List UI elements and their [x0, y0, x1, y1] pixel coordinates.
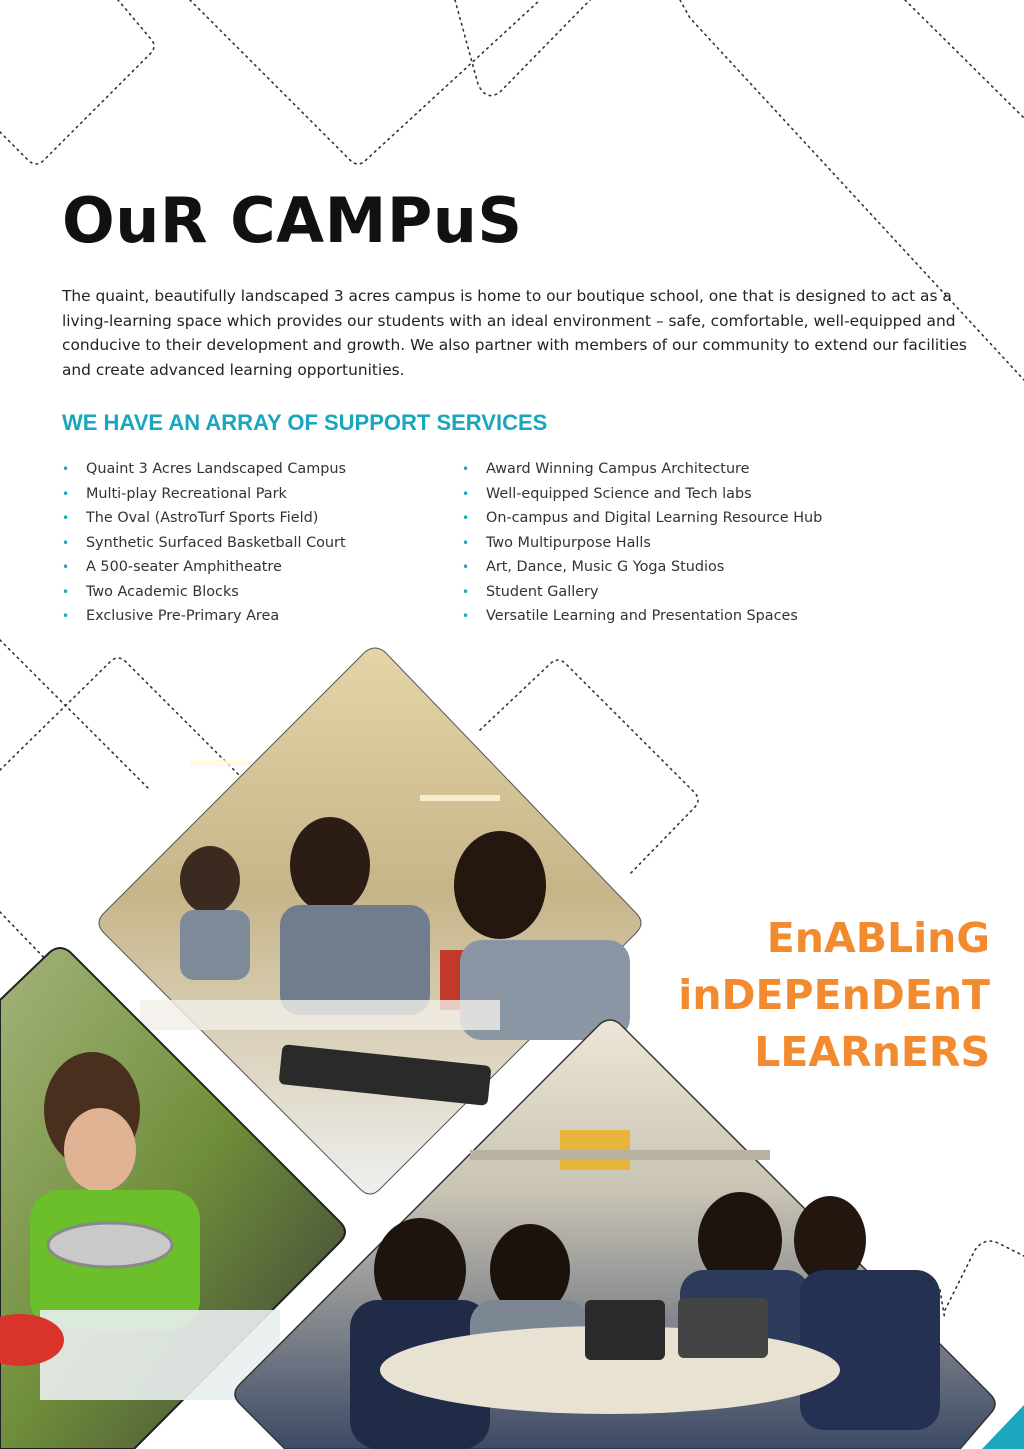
- list-item-label: Art, Dance, Music G Yoga Studios: [486, 559, 725, 575]
- list-item-label: Well-equipped Science and Tech labs: [486, 485, 752, 502]
- list-item: [62, 531, 346, 556]
- list-item: [462, 580, 822, 605]
- tagline: [678, 910, 990, 1081]
- tagline-line: inDEPEnDEnT: [678, 971, 990, 1019]
- list-item-label: On-campus and Digital Learning Resource Hub: [486, 510, 823, 526]
- bullet-dot-icon: •: [62, 486, 70, 501]
- bullet-dot-icon: •: [462, 560, 470, 574]
- list-item: [462, 506, 822, 531]
- list-item: [62, 506, 346, 531]
- list-item-label: Quaint 3 Acres Landscaped Campus: [86, 461, 347, 477]
- list-item-label: Award Winning Campus Architecture: [486, 461, 750, 477]
- list-item-label: Two Academic Blocks: [86, 583, 239, 600]
- list-item: [62, 482, 346, 507]
- services-heading: WE HAVE AN ARRAY OF SUPPORT SERVICES: [62, 410, 548, 435]
- list-item: [62, 604, 346, 629]
- intro-paragraph: The quaint, beautifully landscaped 3 acres campus is home to our boutique school, one that is designed to act as a living-learning space which provides our students with an ideal environment – safe, comfortable, well-equipped and conducive to their development and growth. We also partner with members of our community to extend our facilities and create advanced learning opportunities.: [62, 287, 967, 379]
- list-item: [62, 457, 346, 482]
- tagline-line: LEARnERS: [754, 1028, 990, 1076]
- bullet-dot-icon: •: [62, 535, 70, 550]
- list-item: [462, 531, 822, 556]
- services-list-right: [462, 457, 822, 629]
- bullet-dot-icon: •: [462, 486, 470, 501]
- list-item: [62, 555, 346, 580]
- list-item: [462, 457, 822, 482]
- bullet-dot-icon: •: [462, 584, 470, 599]
- bullet-dot-icon: •: [462, 535, 470, 550]
- bullet-dot-icon: •: [62, 609, 70, 623]
- bullet-dot-icon: •: [462, 609, 470, 623]
- bullet-dot-icon: •: [462, 462, 470, 476]
- page-title: OuR CAMPuS: [62, 184, 523, 257]
- list-item: [462, 482, 822, 507]
- bullet-dot-icon: •: [62, 462, 70, 476]
- list-item: [62, 580, 346, 605]
- services-list-left: [62, 457, 346, 629]
- list-item-label: Multi-play Recreational Park: [86, 485, 287, 502]
- bullet-dot-icon: •: [62, 560, 70, 574]
- list-item-label: Exclusive Pre-Primary Area: [86, 608, 280, 624]
- list-item: [462, 604, 822, 629]
- bullet-dot-icon: •: [62, 511, 70, 525]
- list-item-label: The Oval (AstroTurf Sports Field): [86, 510, 319, 526]
- bullet-dot-icon: •: [462, 511, 470, 525]
- list-item-label: Two Multipurpose Halls: [486, 534, 651, 551]
- list-item-label: Synthetic Surfaced Basketball Court: [86, 534, 346, 551]
- list-item-label: Student Gallery: [486, 583, 599, 600]
- tagline-line: EnABLinG: [766, 914, 990, 962]
- list-item: [462, 555, 822, 580]
- bullet-dot-icon: •: [62, 584, 70, 599]
- list-item-label: A 500-seater Amphitheatre: [86, 559, 282, 575]
- list-item-label: Versatile Learning and Presentation Spaces: [486, 608, 798, 624]
